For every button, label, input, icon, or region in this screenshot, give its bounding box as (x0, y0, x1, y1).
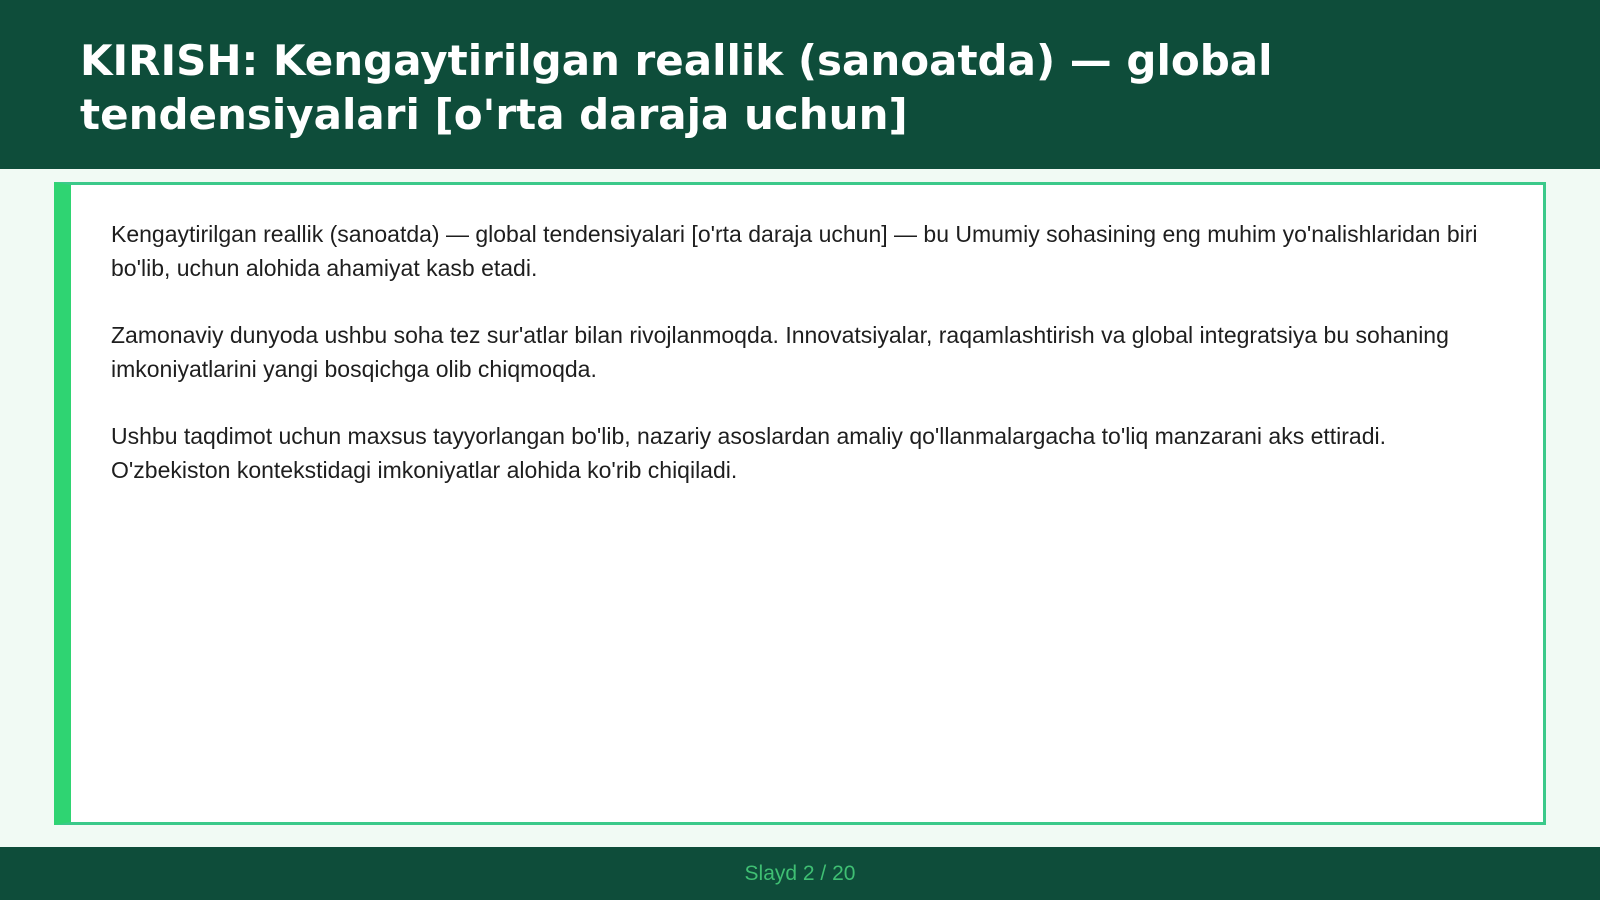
slide-counter: Slayd 2 / 20 (744, 861, 856, 885)
content-card (54, 182, 1546, 825)
slide-header (0, 0, 1600, 169)
paragraph-intro: Kengaytirilgan reallik (sanoatda) — global tendensiyalari [o'rta daraja uchun] — bu Umumiy sohasining eng muhim yo'nalishlaridan biri bo'lib, uchun alohida ahamiyat kasb etadi. (111, 221, 1478, 281)
slide-footer (0, 847, 1600, 900)
paragraph-modern-world: Zamonaviy dunyoda ushbu soha tez sur'atlar bilan rivojlanmoqda. Innovatsiyalar, raqamlashtirish va global integratsiya bu sohaning imkoniyatlarini yangi bosqichga olib chiqmoqda. (111, 322, 1449, 382)
paragraph-presentation: Ushbu taqdimot uchun maxsus tayyorlangan bo'lib, nazariy asoslardan amaliy qo'llanmalargacha to'liq manzarani aks ettiradi. O'zbekiston kontekstidagi imkoniyatlar alohida ko'rib chiqiladi. (111, 423, 1387, 483)
slide-title: KIRISH: Kengaytirilgan reallik (sanoatda) — global tendensiyalari [o'rta daraja uchun] (80, 36, 1273, 139)
